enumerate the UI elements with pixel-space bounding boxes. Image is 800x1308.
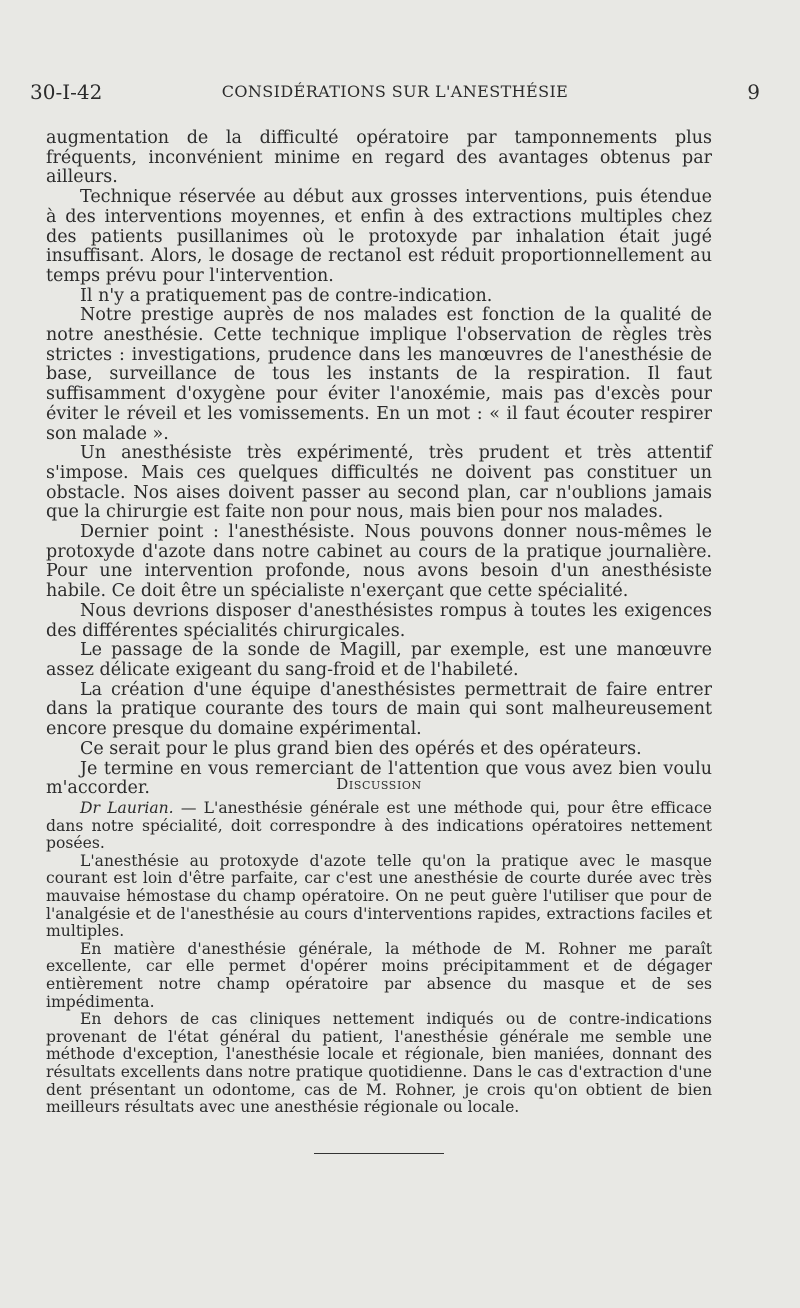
- paragraph: Technique réservée au début aux grosses interventions, puis étendue à des interventions moyennes, et enfin à des extractions multiples chez des patients pusillanimes où le protoxyde par inhalation était jugé insuffisant. Alors, le dosage de rectanol est réduit proportionnellement au temps prévu pour l'intervention.: [46, 187, 712, 286]
- paragraph: Ce serait pour le plus grand bien des opérés et des opérateurs.: [80, 738, 642, 759]
- header-date: 30-I-42: [30, 80, 103, 104]
- header-title: CONSIDÉRATIONS SUR L'ANESTHÉSIE: [221, 82, 569, 101]
- running-header: [30, 78, 760, 108]
- paragraph: Notre prestige auprès de nos malades est fonction de la qualité de notre anesthésie. Cette technique implique l'observation de règles très strictes : investigations, prudence dans les manœuvres de l'anesthésie de base, surveillance de tous les instants de la respiration. Il faut suffisamment d'oxygène pour éviter l'anoxémie, mais pas d'excès pour éviter le réveil et les vomissements. En un mot : « il faut écouter respirer son malade ».: [46, 305, 712, 444]
- paragraph: L'anesthésie au protoxyde d'azote telle qu'on la pratique avec le masque courant est loin d'être parfaite, car c'est une anesthésie de courte durée avec très mauvaise hémostase du champ opératoire. On ne peut guère l'utiliser que pour de l'analgésie et de l'anesthésie au cours d'interventions rapides, extractions faciles et multiples.: [46, 851, 712, 941]
- end-rule: [314, 1153, 444, 1154]
- paragraph: augmentation de la difficulté opératoire par tamponnements plus fréquents, inconvénient minime en regard des avantages obtenus par ailleurs.: [46, 128, 712, 188]
- section-heading: Discussion: [336, 775, 422, 793]
- page-number: 9: [747, 80, 760, 104]
- paragraph: Un anesthésiste très expérimenté, très prudent et très attentif s'impose. Mais ces quelques difficultés ne doivent pas constituer un obstacle. Nos aises doivent passer au second plan, car n'oublions jamais que la chirurgie est faite non pour nous, mais bien pour nos malades.: [46, 443, 712, 523]
- paragraph: Il n'y a pratiquement pas de contre-indication.: [80, 285, 493, 306]
- main-text: [46, 129, 712, 799]
- paragraph: En matière d'anesthésie générale, la méthode de M. Rohner me paraît excellente, car elle permet d'opérer moins précipitamment et de dégager entièrement notre champ opératoire par absence du masque et de ses impédimenta.: [46, 939, 712, 1011]
- paragraph: La création d'une équipe d'anesthésistes permettrait de faire entrer dans la pratique courante des tours de main qui sont malheureusement encore presque du domaine expérimental.: [46, 679, 712, 740]
- paragraph-text: — L'anesthésie générale est une méthode qui, pour être efficace dans notre spécialité, doit correspondre à des indications opératoires nettement posées.: [46, 799, 712, 853]
- paragraph: Je termine en vous remerciant de l'attention que vous avez bien voulu m'accorder.: [46, 758, 712, 799]
- discussion-section: [46, 800, 712, 1117]
- paragraph: Dernier point : l'anesthésiste. Nous pouvons donner nous-mêmes le protoxyde d'azote dans notre cabinet au cours de la pratique journalière. Pour une intervention profonde, nous avons besoin d'un anesthésiste habile. Ce doit être un spécialiste n'exerçant que cette spécialité.: [46, 522, 712, 602]
- paragraph: [46, 800, 712, 853]
- paragraph: En dehors de cas cliniques nettement indiqués ou de contre-indications provenant de l'état général du patient, l'anesthésie générale me semble une méthode d'exception, l'anesthésie locale et régionale, bien maniées, donnant des résultats excellents dans notre pratique quotidienne. Dans le cas d'extraction d'une dent présentant un odontome, cas de M. Rohner, je crois qu'on obtient de bien meilleurs résultats avec une anesthésie régionale ou locale.: [46, 1010, 712, 1117]
- paragraph: Le passage de la sonde de Magill, par exemple, est une manœuvre assez délicate exigeant du sang-froid et de l'habileté.: [46, 640, 712, 680]
- paragraph: Nous devrions disposer d'anesthésistes rompus à toutes les exigences des différentes spécialités chirurgicales.: [46, 600, 712, 641]
- speaker-name: Dr Laurian.: [80, 799, 174, 817]
